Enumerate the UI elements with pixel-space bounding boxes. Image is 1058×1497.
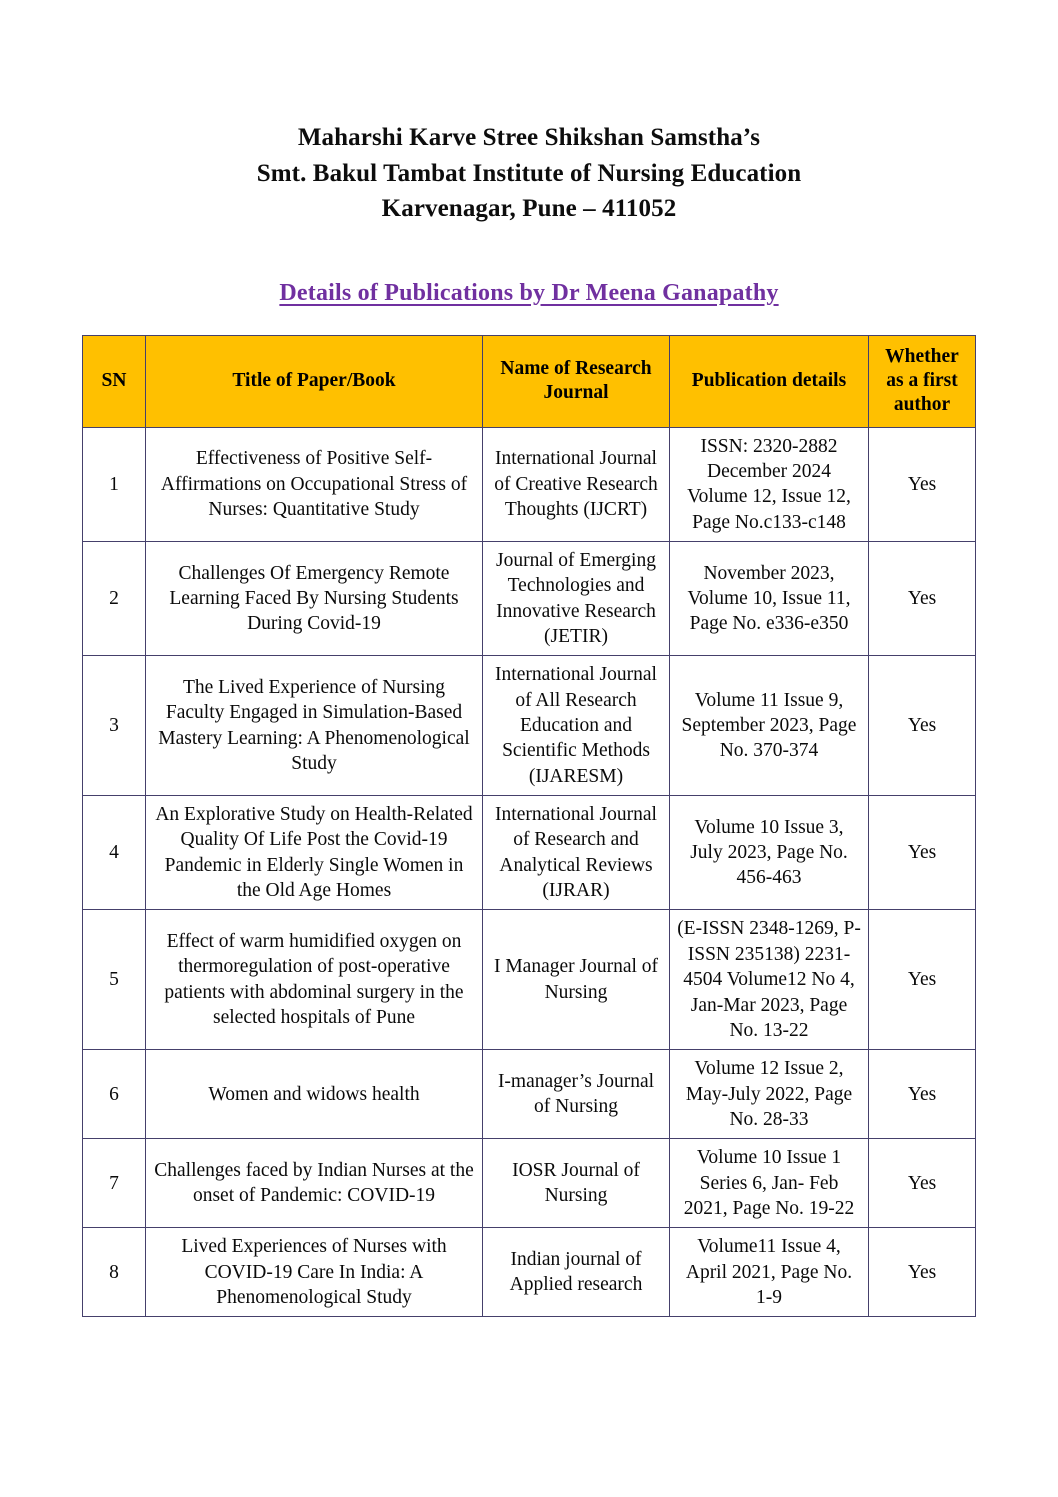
institution-address: Karvenagar, Pune – 411052: [381, 195, 677, 222]
cell-journal: Journal of Emerging Technologies and Innovative Research (JETIR): [483, 542, 670, 656]
column-header-sn: SN: [83, 335, 146, 427]
table-body: [83, 427, 976, 1317]
table-header-row: [83, 335, 976, 427]
table-row: [83, 796, 976, 910]
table-row: [83, 427, 976, 541]
cell-first-author: Yes: [869, 910, 976, 1050]
cell-journal: International Journal of Creative Research Thoughts (IJCRT): [483, 427, 670, 541]
cell-publication: ISSN: 2320-2882 December 2024 Volume 12, Issue 12, Page No.c133-c148: [670, 427, 869, 541]
cell-first-author: Yes: [869, 656, 976, 796]
cell-first-author: Yes: [869, 1050, 976, 1139]
cell-title: Challenges Of Emergency Remote Learning Faced By Nursing Students During Covid-19: [146, 542, 483, 656]
cell-first-author: Yes: [869, 1228, 976, 1317]
cell-first-author: Yes: [869, 427, 976, 541]
cell-journal: I Manager Journal of Nursing: [483, 910, 670, 1050]
cell-title: The Lived Experience of Nursing Faculty Engaged in Simulation-Based Mastery Learning: A Phenomenological Study: [146, 656, 483, 796]
table-row: [83, 1050, 976, 1139]
table-row: [83, 542, 976, 656]
cell-sn: 8: [83, 1228, 146, 1317]
cell-publication: Volume11 Issue 4, April 2021, Page No. 1-9: [670, 1228, 869, 1317]
cell-sn: 7: [83, 1139, 146, 1228]
table-row: [83, 1139, 976, 1228]
cell-sn: 6: [83, 1050, 146, 1139]
table-header: [83, 335, 976, 427]
cell-publication: November 2023, Volume 10, Issue 11, Page No. e336-e350: [670, 542, 869, 656]
cell-title: Women and widows health: [146, 1050, 483, 1139]
column-header-publication-details: Publication details: [670, 335, 869, 427]
cell-sn: 1: [83, 427, 146, 541]
cell-journal: IOSR Journal of Nursing: [483, 1139, 670, 1228]
publications-table: [82, 335, 976, 1318]
page-title: Details of Publications by Dr Meena Ganapathy: [279, 279, 779, 306]
cell-publication: Volume 10 Issue 1 Series 6, Jan- Feb 2021, Page No. 19-22: [670, 1139, 869, 1228]
cell-journal: I-manager’s Journal of Nursing: [483, 1050, 670, 1139]
cell-title: Effect of warm humidified oxygen on thermoregulation of post-operative patients with abdominal surgery in the selected hospitals of Pune: [146, 910, 483, 1050]
cell-publication: Volume 11 Issue 9, September 2023, Page No. 370-374: [670, 656, 869, 796]
cell-sn: 2: [83, 542, 146, 656]
page-title-container: [0, 280, 1058, 307]
cell-first-author: Yes: [869, 542, 976, 656]
cell-publication: Volume 10 Issue 3, July 2023, Page No. 456-463: [670, 796, 869, 910]
cell-sn: 4: [83, 796, 146, 910]
column-header-title: Title of Paper/Book: [146, 335, 483, 427]
institution-header: [0, 0, 1058, 227]
column-header-journal: Name of Research Journal: [483, 335, 670, 427]
cell-publication: Volume 12 Issue 2, May-July 2022, Page No. 28-33: [670, 1050, 869, 1139]
institution-society-name: Maharshi Karve Stree Shikshan Samstha’s: [297, 124, 761, 151]
cell-journal: Indian journal of Applied research: [483, 1228, 670, 1317]
institution-name: Smt. Bakul Tambat Institute of Nursing Education: [256, 159, 802, 187]
cell-first-author: Yes: [869, 1139, 976, 1228]
cell-sn: 5: [83, 910, 146, 1050]
cell-journal: International Journal of All Research Education and Scientific Methods (IJARESM): [483, 656, 670, 796]
cell-journal: International Journal of Research and Analytical Reviews (IJRAR): [483, 796, 670, 910]
cell-first-author: Yes: [869, 796, 976, 910]
cell-title: Lived Experiences of Nurses with COVID-19 Care In India: A Phenomenological Study: [146, 1228, 483, 1317]
publications-table-container: [0, 335, 1058, 1318]
cell-publication: (E-ISSN 2348-1269, P- ISSN 235138) 2231-4504 Volume12 No 4, Jan-Mar 2023, Page No. 13-22: [670, 910, 869, 1050]
table-row: [83, 910, 976, 1050]
cell-title: Challenges faced by Indian Nurses at the onset of Pandemic: COVID-19: [146, 1139, 483, 1228]
table-row: [83, 656, 976, 796]
cell-title: Effectiveness of Positive Self-Affirmations on Occupational Stress of Nurses: Quantitative Study: [146, 427, 483, 541]
cell-sn: 3: [83, 656, 146, 796]
cell-title: An Explorative Study on Health-Related Quality Of Life Post the Covid-19 Pandemic in Elderly Single Women in the Old Age Homes: [146, 796, 483, 910]
table-row: [83, 1228, 976, 1317]
column-header-first-author: Whether as a first author: [869, 335, 976, 427]
